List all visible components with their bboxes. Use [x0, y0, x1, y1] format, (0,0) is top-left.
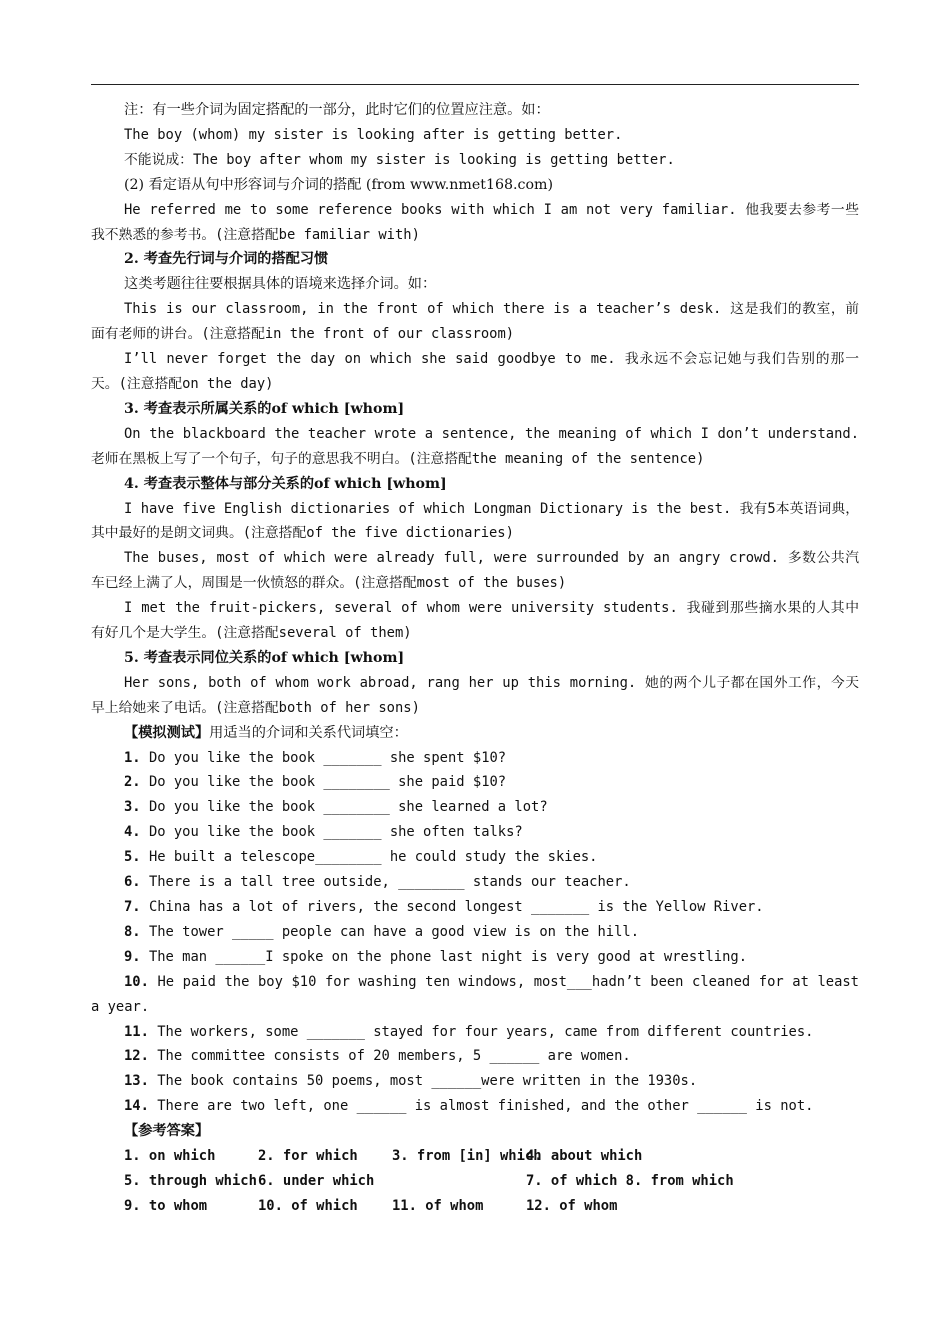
test-item	[91, 746, 859, 771]
answer-row	[91, 1194, 859, 1219]
item-text: Do you like the book _______ she often talks?	[148, 824, 523, 841]
item-number: 4.	[124, 824, 141, 841]
answer-cell: 10. of which	[258, 1197, 358, 1214]
test-item	[91, 945, 859, 970]
item-text: He paid the boy $10 for washing ten windows, most___hadn’t been cleaned for at least a year.	[91, 973, 859, 1015]
test-item	[91, 845, 859, 870]
test-instruction: 用适当的介词和关系代词填空：	[209, 724, 408, 741]
item-text: Do you like the book ________ she paid $10?	[148, 774, 507, 791]
test-header	[91, 721, 859, 746]
item-number: 10.	[124, 973, 149, 990]
section-paragraph: I met the fruit-pickers, several of whom were university students. 我碰到那些摘水果的人其中有好几个是大学生。(注意搭配several of them)	[91, 600, 859, 642]
example-paragraph: He referred me to some reference books with which I am not very familiar. 他我要去参考一些我不熟悉的参考书。(注意搭配be familiar with)	[91, 201, 859, 243]
answer-cell: 9. to whom	[124, 1197, 208, 1214]
item-number: 2.	[124, 774, 141, 791]
section-paragraph: I’ll never forget the day on which she said goodbye to me. 我永远不会忘记她与我们告别的那一天。(注意搭配on the day)	[91, 351, 859, 392]
answer-cell: 4. about which	[526, 1148, 643, 1165]
item-text: Do you like the book _______ she spent $10?	[148, 749, 507, 766]
example-sentence: The boy (whom) my sister is looking after is getting better.	[124, 126, 623, 143]
item-number: 5.	[124, 849, 141, 866]
item-text: The tower _____ people can have a good view is on the hill.	[148, 923, 640, 940]
item-number: 9.	[124, 948, 141, 965]
test-item	[91, 895, 859, 920]
answers-heading: 【参考答案】	[124, 1123, 210, 1140]
note-intro: 注：有一些介词为固定搭配的一部分，此时它们的位置应注意。如：	[124, 102, 550, 118]
test-heading: 【模拟测试】	[124, 724, 210, 741]
answer-cell: 1. on which	[124, 1148, 216, 1165]
answer-cell: 2. for which	[258, 1148, 358, 1165]
document-body	[91, 98, 859, 1219]
item-number: 12.	[124, 1048, 149, 1065]
answer-row	[91, 1169, 859, 1194]
section-title: 4. 考查表示整体与部分关系的of which [whom]	[124, 475, 447, 492]
test-item	[91, 920, 859, 945]
section-title: 5. 考查表示同位关系的of which [whom]	[124, 649, 405, 666]
test-item	[91, 820, 859, 845]
test-item	[91, 870, 859, 895]
section-paragraph: The buses, most of which were already full, were surrounded by an angry crowd. 多数公共汽车已经上满了人，周围是一伙愤怒的群众。(注意搭配most of the buses)	[91, 550, 859, 592]
test-item	[91, 770, 859, 795]
section-title: 2. 考查先行词与介词的搭配习惯	[124, 251, 329, 268]
test-item	[91, 1044, 859, 1069]
subsection-title: (2) 看定语从句中形容词与介词的搭配 (from www.nmet168.com)	[124, 176, 554, 193]
counter-example: 不能说成：The boy after whom my sister is looking is getting better.	[124, 151, 675, 168]
answer-cell: 12. of whom	[526, 1197, 618, 1214]
item-number: 7.	[124, 899, 141, 915]
item-text: There are two left, one ______ is almost finished, and the other ______ is not.	[157, 1098, 814, 1115]
answer-cell: 3. from [in] which	[392, 1148, 542, 1165]
item-text: Do you like the book ________ she learned a lot?	[148, 799, 548, 816]
section-paragraph: On the blackboard the teacher wrote a sentence, the meaning of which I don’t understand. 老师在黑板上写了一个句子，句子的意思我不明白。(注意搭配the meaning of the sentence)	[91, 425, 859, 467]
item-number: 6.	[124, 874, 141, 891]
item-text: China has a lot of rivers, the second longest _______ is the Yellow River.	[148, 899, 764, 915]
item-text: He built a telescope________ he could study the skies.	[148, 849, 598, 866]
item-text: The workers, some _______ stayed for four years, came from different countries.	[157, 1023, 814, 1040]
answer-cell	[392, 1169, 526, 1194]
item-number: 1.	[124, 749, 141, 766]
item-text: The book contains 50 poems, most ______were written in the 1930s.	[157, 1073, 698, 1090]
item-number: 8.	[124, 923, 141, 940]
section-paragraph: I have five English dictionaries of which Longman Dictionary is the best. 我有5本英语词典，其中最好的是朗文词典。(注意搭配of the five dictionaries)	[91, 500, 859, 542]
test-item	[91, 795, 859, 820]
section-title: 3. 考查表示所属关系的of which [whom]	[124, 400, 405, 417]
answer-cell: 11. of whom	[392, 1197, 484, 1214]
item-text: The committee consists of 20 members, 5 ______ are women.	[157, 1048, 631, 1065]
answer-cell: 7. of which 8. from which	[526, 1172, 734, 1189]
section-paragraph: Her sons, both of whom work abroad, rang her up this morning. 她的两个儿子都在国外工作，今天早上给她来了电话。(注意搭配both of her sons)	[91, 674, 859, 716]
section-paragraph: This is our classroom, in the front of which there is a teacher’s desk. 这是我们的教室，前面有老师的讲台。(注意搭配in the front of our classroom)	[91, 301, 859, 343]
answer-cell: 5. through which	[124, 1172, 257, 1189]
test-item	[91, 1069, 859, 1094]
item-number: 13.	[124, 1073, 149, 1090]
item-number: 14.	[124, 1098, 149, 1115]
answer-cell: 6. under which	[258, 1172, 375, 1189]
item-number: 3.	[124, 799, 141, 816]
item-number: 11.	[124, 1023, 149, 1040]
test-item	[91, 970, 859, 1020]
answer-row	[91, 1144, 859, 1169]
header-rule	[91, 84, 859, 85]
test-item	[91, 1094, 859, 1119]
item-text: The man ______I spoke on the phone last night is very good at wrestling.	[148, 948, 748, 965]
item-text: There is a tall tree outside, ________ stands our teacher.	[148, 874, 631, 891]
section-paragraph: 这类考题往往要根据具体的语境来选择介词。如：	[124, 276, 437, 293]
test-item	[91, 1020, 859, 1045]
